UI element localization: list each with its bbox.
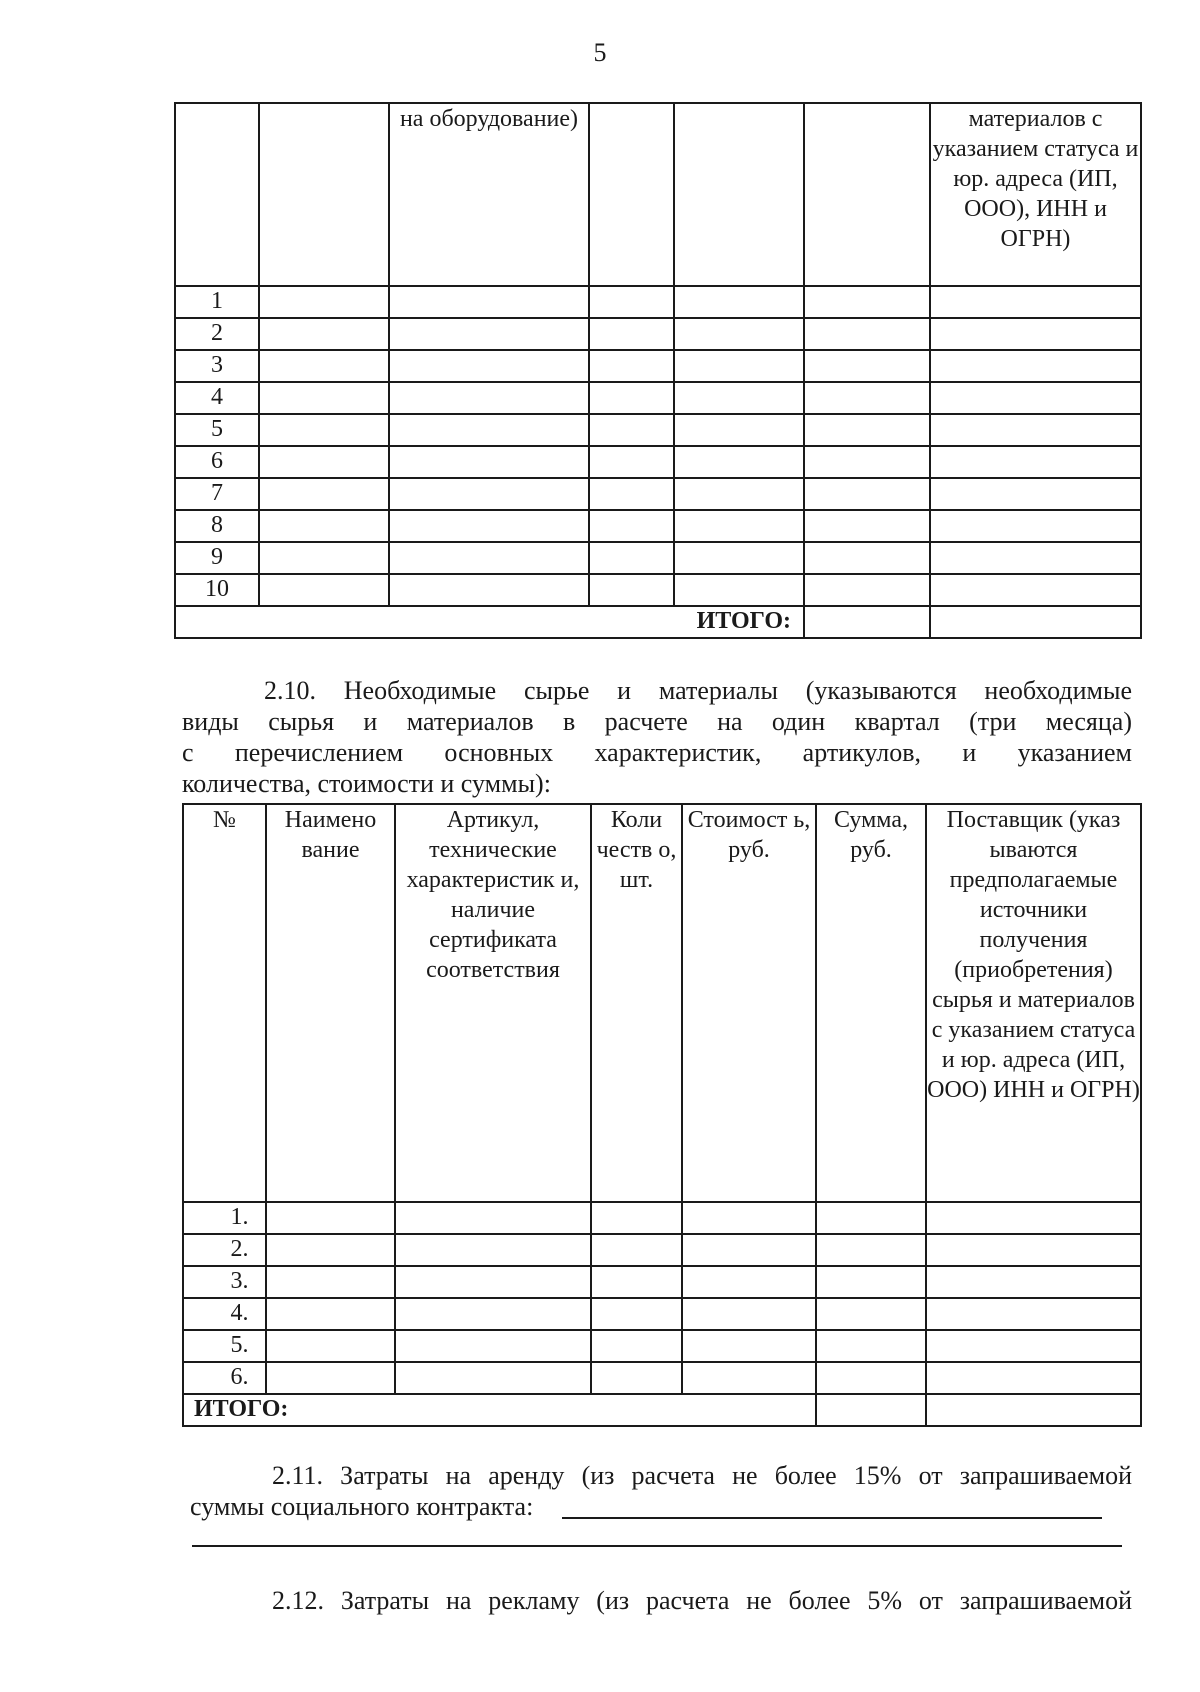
table-row	[183, 1234, 1141, 1266]
section-2-11-line: суммы социального контракта:	[190, 1492, 534, 1521]
row-number: 4.	[183, 1298, 266, 1330]
table-row	[175, 446, 1141, 478]
table-row	[175, 542, 1141, 574]
materials-table	[182, 803, 1142, 1427]
section-2-10-line: 2.10. Необходимые сырье и материалы (указываются необходимые	[264, 676, 1132, 705]
section-2-11	[190, 1460, 1132, 1522]
section-2-10-line: с перечислением основных характеристик, артикулов, и указанием	[182, 738, 1132, 767]
fill-in-line[interactable]	[562, 1517, 1102, 1519]
row-number: 7	[175, 478, 259, 510]
equipment-table	[174, 102, 1142, 639]
table-row	[183, 1266, 1141, 1298]
header-number: №	[183, 804, 266, 1202]
row-number: 6	[175, 446, 259, 478]
section-2-12	[190, 1585, 1132, 1616]
table-row	[183, 1202, 1141, 1234]
header-cell	[175, 103, 259, 286]
header-cell	[804, 103, 930, 286]
row-number: 6.	[183, 1362, 266, 1394]
row-number: 1	[175, 286, 259, 318]
table-row	[175, 382, 1141, 414]
table-row	[175, 350, 1141, 382]
section-2-10-line: количества, стоимости и суммы):	[182, 769, 551, 798]
total-row	[175, 606, 1141, 638]
table-row	[175, 510, 1141, 542]
section-2-11-line: 2.11. Затраты на аренду (из расчета не более 15% от запрашиваемой	[272, 1461, 1132, 1490]
row-number: 10	[175, 574, 259, 606]
table-row	[175, 478, 1141, 510]
table-row	[175, 414, 1141, 446]
row-number: 5.	[183, 1330, 266, 1362]
header-quantity: Коли честв о, шт.	[591, 804, 682, 1202]
header-sum: Сумма, руб.	[816, 804, 926, 1202]
row-number: 1.	[183, 1202, 266, 1234]
table-row	[183, 1362, 1141, 1394]
header-supplier: Поставщик (указ ываются предполагаемые источники получения (приобретения) сырья и материалов с указанием статуса и юр. адреса (ИП, ООО) ИНН и ОГРН)	[926, 804, 1141, 1202]
row-number: 3.	[183, 1266, 266, 1298]
table-row	[175, 318, 1141, 350]
header-cell: на оборудование)	[389, 103, 589, 286]
header-name: Наимено вание	[266, 804, 395, 1202]
total-row	[183, 1394, 1141, 1426]
row-number: 3	[175, 350, 259, 382]
table-row	[175, 286, 1141, 318]
header-cell: материалов с указанием статуса и юр. адреса (ИП, ООО), ИНН и ОГРН)	[930, 103, 1141, 286]
row-number: 8	[175, 510, 259, 542]
section-2-12-line: 2.12. Затраты на рекламу (из расчета не более 5% от запрашиваемой	[272, 1586, 1132, 1615]
total-label: ИТОГО:	[175, 606, 804, 638]
table-row	[183, 1330, 1141, 1362]
total-label	[183, 1394, 816, 1426]
header-cell	[589, 103, 674, 286]
header-cell	[259, 103, 389, 286]
row-number: 5	[175, 414, 259, 446]
header-article: Артикул, технические характеристик и, наличие сертификата соответствия	[395, 804, 591, 1202]
fill-in-line[interactable]	[192, 1545, 1122, 1547]
table-row	[183, 1298, 1141, 1330]
row-number: 4	[175, 382, 259, 414]
header-cell	[674, 103, 804, 286]
row-number: 2	[175, 318, 259, 350]
section-2-10	[182, 675, 1132, 799]
header-cost: Стоимост ь, руб.	[682, 804, 816, 1202]
table-row	[175, 574, 1141, 606]
page-number: 5	[593, 38, 607, 67]
section-2-10-line: виды сырья и материалов в расчете на один квартал (три месяца)	[182, 707, 1132, 736]
row-number: 9	[175, 542, 259, 574]
total-label-text: ИТОГО:	[194, 1396, 289, 1422]
row-number: 2.	[183, 1234, 266, 1266]
